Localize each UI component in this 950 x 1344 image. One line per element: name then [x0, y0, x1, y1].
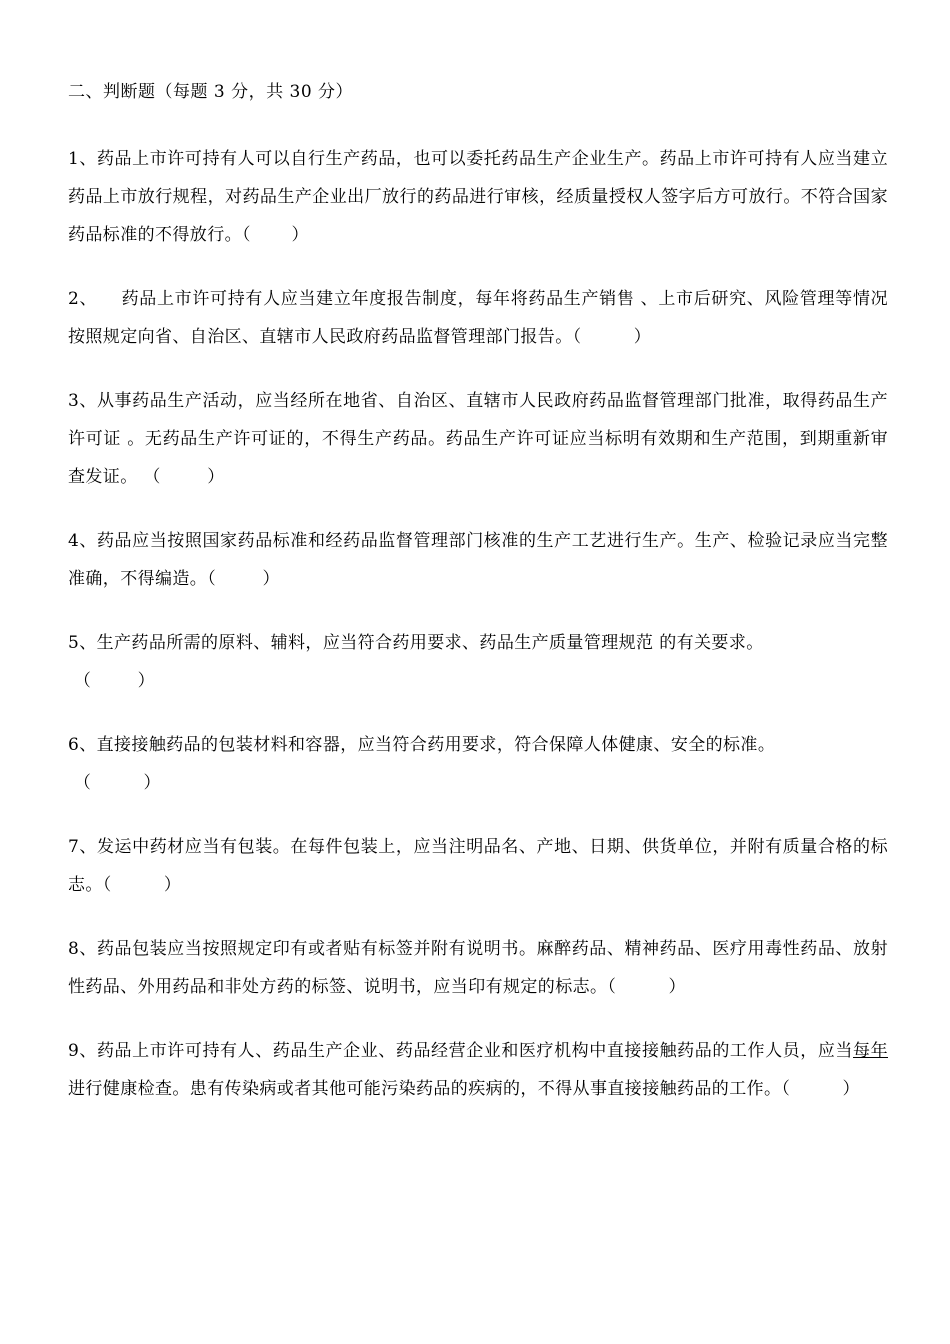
question-7: [68, 828, 888, 904]
question-3: [68, 382, 888, 496]
question-9-text-after: 进行健康检查。患有传染病或者其他可能污染药品的疾病的，不得从事直接接触药品的工作。（ ）: [68, 1079, 860, 1099]
question-2-text: 2、 药品上市许可持有人应当建立年度报告制度，每年将药品生产销售 、上市后研究、风险管理等情况按照规定向省、自治区、直辖市人民政府药品监督管理部门报告。（ ）: [68, 289, 888, 347]
question-4: [68, 522, 888, 598]
question-9-underlined-text: 每年: [853, 1041, 888, 1061]
question-9-text-before: 9、药品上市许可持有人、药品生产企业、药品经营企业和医疗机构中直接接触药品的工作人员，应当: [68, 1041, 853, 1061]
question-9: [68, 1032, 888, 1108]
question-8: [68, 930, 888, 1006]
question-1-text: 1、药品上市许可持有人可以自行生产药品，也可以委托药品生产企业生产。药品上市许可持有人应当建立药品上市放行规程，对药品生产企业出厂放行的药品进行审核，经质量授权人签字后方可放行。不符合国家药品标准的不得放行。（ ）: [68, 149, 888, 245]
question-6: [68, 726, 888, 802]
question-2: [68, 280, 888, 356]
question-5-text: 5、生产药品所需的原料、辅料，应当符合药用要求、药品生产质量管理规范 的有关要求。: [68, 633, 764, 653]
question-6-answer-blank: （ ）: [68, 773, 161, 793]
question-1: [68, 140, 888, 254]
section-title: 二、判断题（每题 3 分，共 30 分）: [68, 82, 354, 102]
document-page: [68, 78, 888, 1134]
question-5-answer-blank: （ ）: [68, 671, 156, 691]
question-8-text: 8、药品包装应当按照规定印有或者贴有标签并附有说明书。麻醉药品、精神药品、医疗用毒性药品、放射性药品、外用药品和非处方药的标签、说明书，应当印有规定的标志。（ ）: [68, 939, 888, 997]
question-3-text: 3、从事药品生产活动，应当经所在地省、自治区、直辖市人民政府药品监督管理部门批准，取得药品生产许可证 。无药品生产许可证的，不得生产药品。药品生产许可证应当标明有效期和生产范围，到期重新审查发证。 （ ）: [68, 391, 888, 487]
question-6-text: 6、直接接触药品的包装材料和容器，应当符合药用要求，符合保障人体健康、安全的标准。: [68, 735, 776, 755]
question-7-text: 7、发运中药材应当有包装。在每件包装上，应当注明品名、产地、日期、供货单位，并附有质量合格的标志。（ ）: [68, 837, 888, 895]
question-4-text: 4、药品应当按照国家药品标准和经药品监督管理部门核准的生产工艺进行生产。生产、检验记录应当完整准确，不得编造。（ ）: [68, 531, 888, 589]
question-5: [68, 624, 888, 700]
